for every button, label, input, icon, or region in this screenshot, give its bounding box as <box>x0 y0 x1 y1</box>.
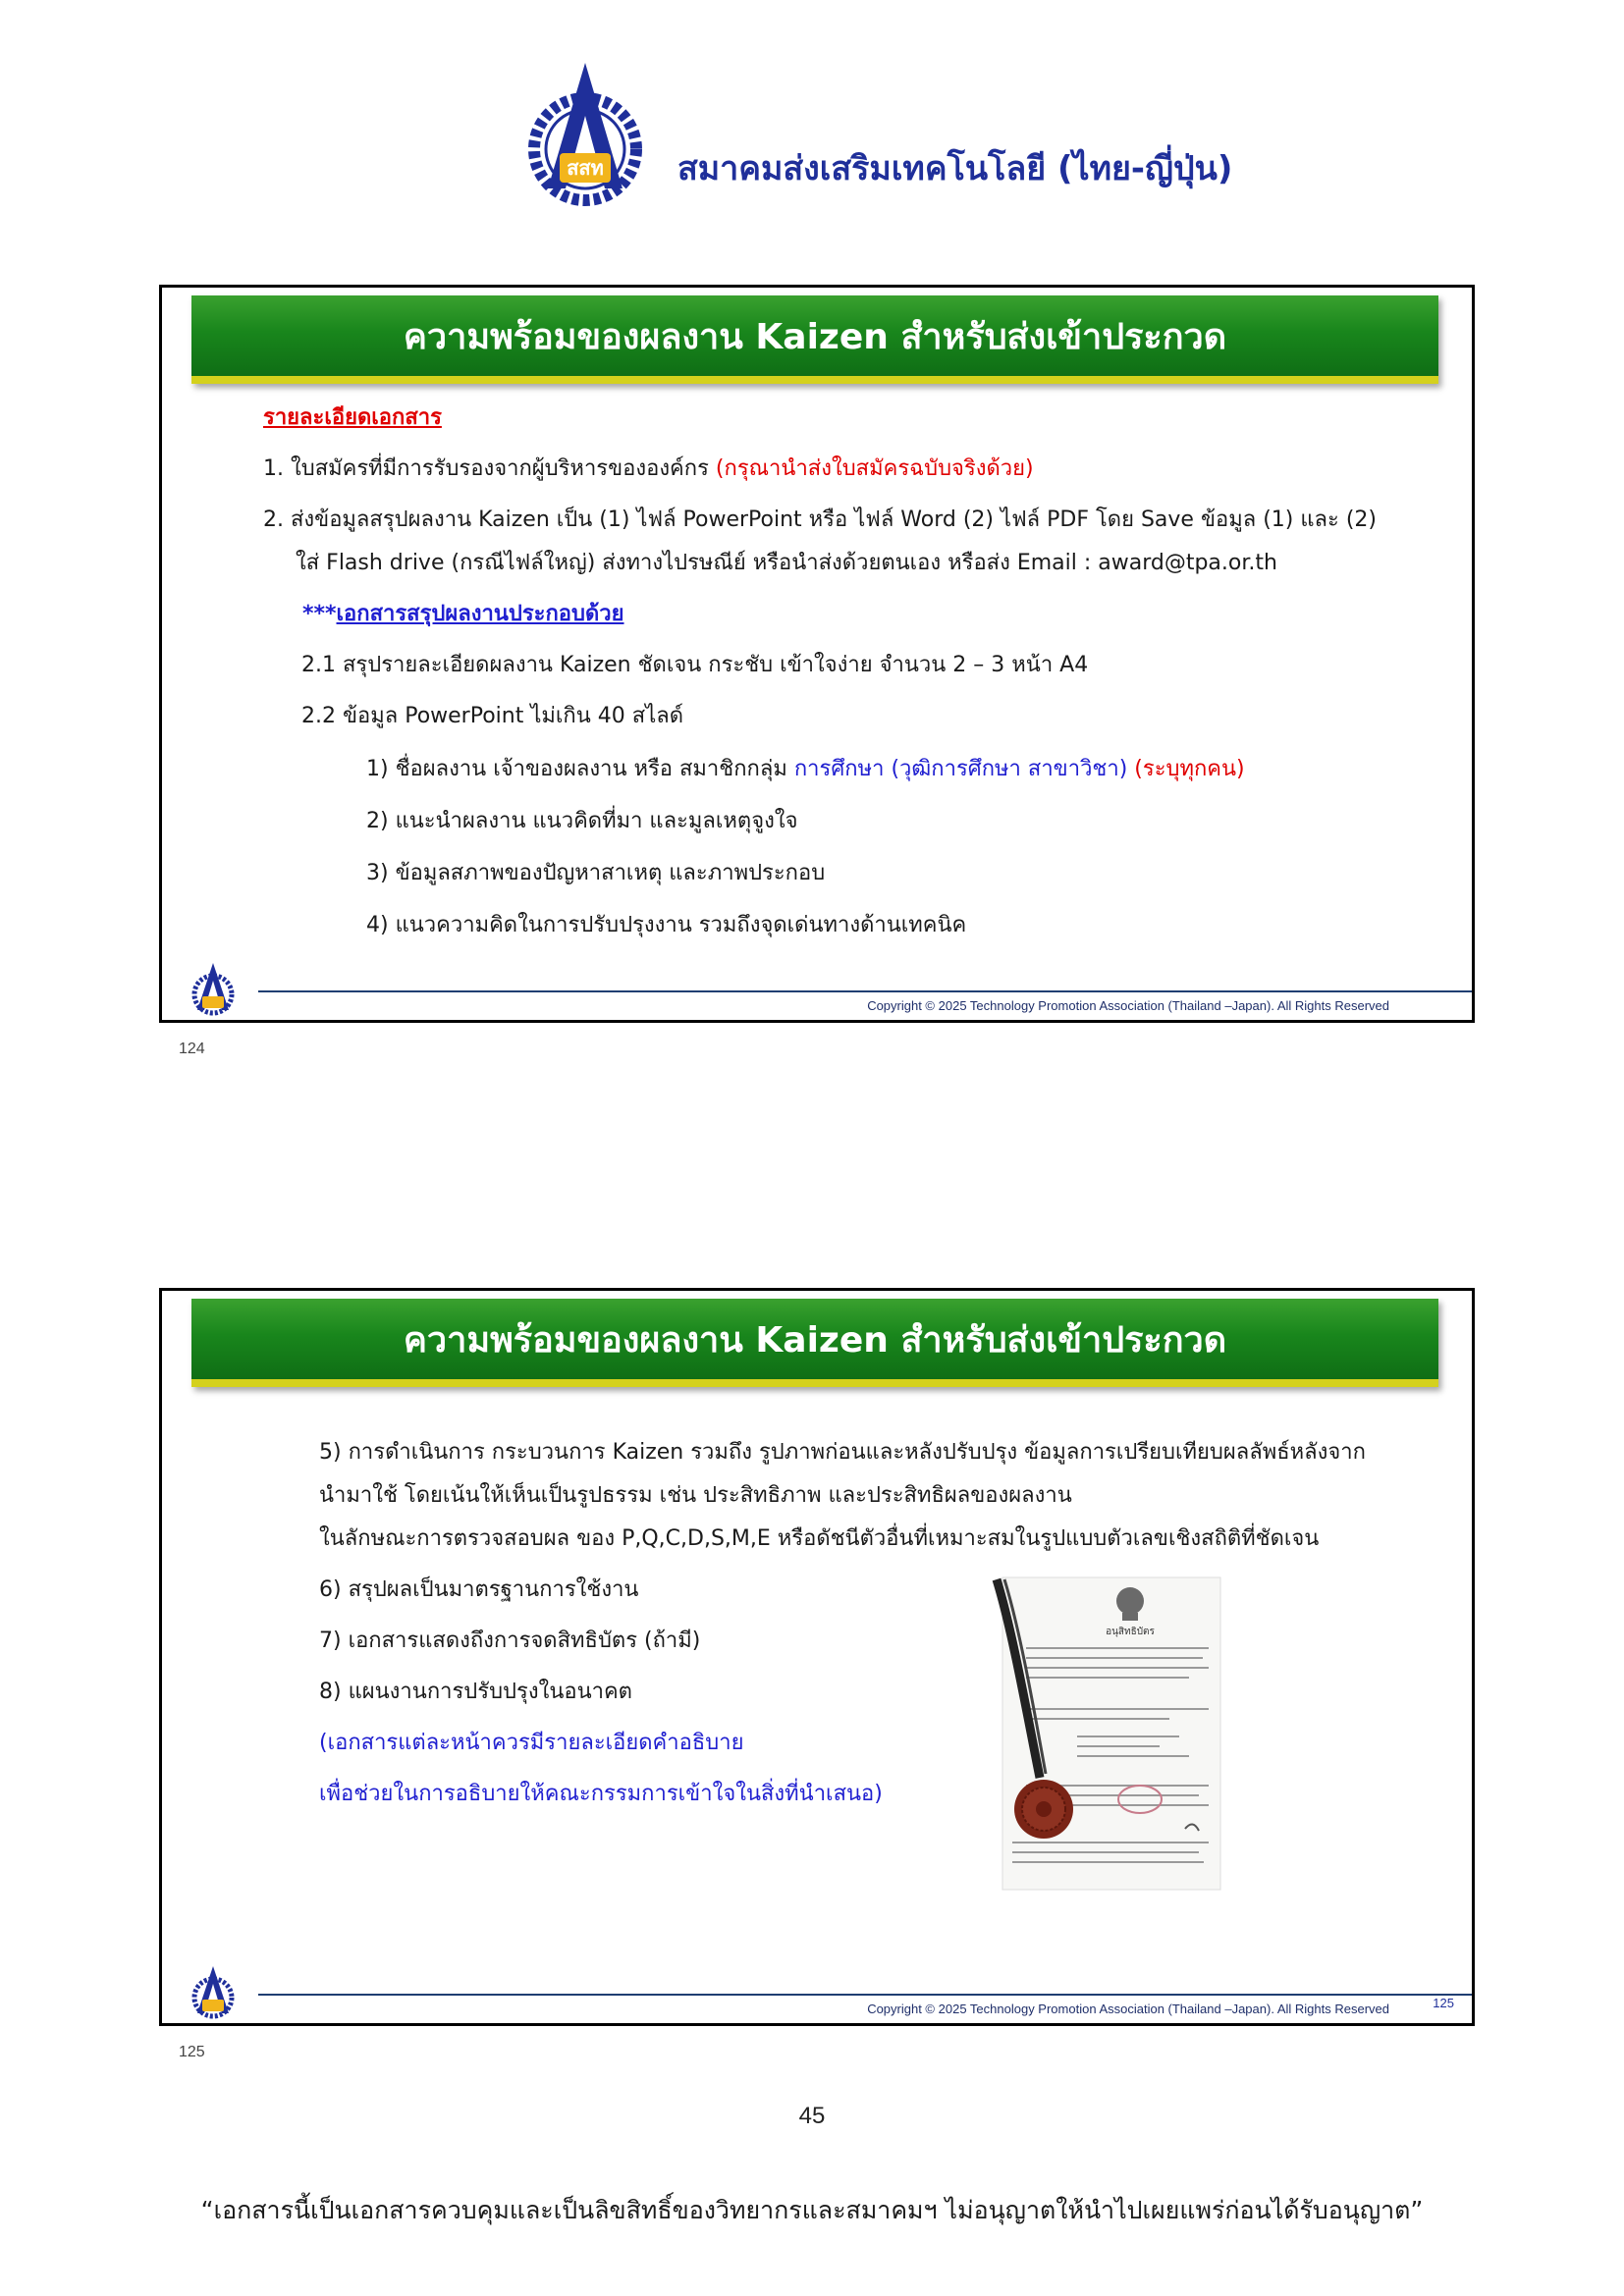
footer-divider <box>258 1994 1472 1996</box>
footer-divider <box>258 990 1472 992</box>
sub-heading-text: เอกสารสรุปผลงานประกอบด้วย <box>336 602 624 626</box>
slide-title-banner <box>191 1299 1438 1387</box>
point-4: 4) แนวความคิดในการปรับปรุงงาน รวมถึงจุดเด่นทางด้านเทคนิค <box>366 913 967 937</box>
point-2: 2) แนะนำผลงาน แนวคิดที่มา และมูลเหตุจูงใจ <box>366 809 798 833</box>
point-7: 7) เอกสารแสดงถึงการจดสิทธิบัตร (ถ้ามี) <box>319 1629 701 1653</box>
organization-name: สมาคมส่งเสริมเทคโนโลยี (ไทย-ญี่ปุ่น) <box>677 149 1233 188</box>
slide-label: 125 <box>179 2044 205 2060</box>
point-1-red: (ระบุทุกคน) <box>1134 757 1245 781</box>
slide-title: ความพร้อมของผลงาน Kaizen สำหรับส่งเข้าประกวด <box>403 316 1227 357</box>
list-item-1 <box>263 456 1034 482</box>
footer-logo-icon <box>188 961 239 1016</box>
slide-label: 124 <box>179 1041 205 1057</box>
sub-heading <box>302 602 624 627</box>
slide-title: ความพร้อมของผลงาน Kaizen สำหรับส่งเข้าประกวด <box>403 1319 1227 1361</box>
slide-title-banner <box>191 295 1438 384</box>
footer-logo-icon <box>188 1964 239 2019</box>
association-logo <box>526 59 644 208</box>
point-1-blue: การศึกษา (วุฒิการศึกษา สาขาวิชา) <box>793 757 1128 781</box>
note-line1: (เอกสารแต่ละหน้าควรมีรายละเอียดคำอธิบาย <box>319 1731 744 1755</box>
list-item-2-line1: 2. ส่งข้อมูลสรุปผลงาน Kaizen เป็น (1) ไฟล์ PowerPoint หรือ ไฟล์ Word (2) ไฟล์ PDF โดย Save ข้อมูล (1) และ (2) <box>263 507 1377 532</box>
page-number: 45 <box>798 2103 826 2129</box>
logo-text: สสท <box>567 156 604 180</box>
point-5-line2: นำมาใช้ โดยเน้นให้เห็นเป็นรูปธรรม เช่น ประสิทธิภาพ และประสิทธิผลของผลงาน <box>319 1483 1072 1508</box>
copyright-notice: Copyright © 2025 Technology Promotion Association (Thailand –Japan). All Rights Reserved <box>867 2002 1389 2016</box>
slide-125 <box>159 1288 1475 2026</box>
list-item-2-line2: ใส่ Flash drive (กรณีไฟล์ใหญ่) ส่งทางไปรษณีย์ หรือนำส่งด้วยตนเอง หรือส่ง Email : award@tpa.or.th <box>296 551 1277 575</box>
section-heading: รายละเอียดเอกสาร <box>263 405 442 430</box>
certificate-title: อนุสิทธิบัตร <box>1106 1627 1155 1637</box>
slide-number: 125 <box>1433 1996 1454 2010</box>
sub-item-2-2: 2.2 ข้อมูล PowerPoint ไม่เกิน 40 สไลด์ <box>301 704 684 728</box>
copyright-notice: Copyright © 2025 Technology Promotion Association (Thailand –Japan). All Rights Reserved <box>867 998 1389 1013</box>
point-5-line3: ในลักษณะการตรวจสอบผล ของ P,Q,C,D,S,M,E หรือดัชนีตัวอื่นที่เหมาะสมในรูปแบบตัวเลขเชิงสถิติที่ชัดเจน <box>319 1526 1320 1551</box>
slide-124 <box>159 285 1475 1023</box>
list-item-1-note: (กรุณานำส่งใบสมัครฉบับจริงด้วย) <box>715 456 1034 481</box>
sub-item-2-1: 2.1 สรุปรายละเอียดผลงาน Kaizen ชัดเจน กระชับ เข้าใจง่าย จำนวน 2 – 3 หน้า A4 <box>301 653 1089 677</box>
point-3: 3) ข้อมูลสภาพของปัญหาสาเหตุ และภาพประกอบ <box>366 861 826 885</box>
sub-heading-prefix: *** <box>302 602 337 626</box>
point-1 <box>366 757 1245 782</box>
point-5-line1: 5) การดำเนินการ กระบวนการ Kaizen รวมถึง รูปภาพก่อนและหลังปรับปรุง ข้อมูลการเปรียบเทียบผลลัพธ์หลังจาก <box>319 1440 1366 1465</box>
copyright-disclaimer: “เอกสารนี้เป็นเอกสารควบคุมและเป็นลิขสิทธิ์ของวิทยากรและสมาคมฯ ไม่อนุญาตให้นำไปเผยแพร่ก่อนได้รับอนุญาต” <box>200 2196 1424 2224</box>
patent-certificate-image <box>983 1572 1228 1894</box>
point-1-text: 1) ชื่อผลงาน เจ้าของผลงาน หรือ สมาชิกกลุ่ม <box>366 757 787 781</box>
list-item-1-text: 1. ใบสมัครที่มีการรับรองจากผู้บริหารขององค์กร <box>263 456 709 481</box>
point-6: 6) สรุปผลเป็นมาตรฐานการใช้งาน <box>319 1577 639 1602</box>
point-8: 8) แผนงานการปรับปรุงในอนาคต <box>319 1680 632 1704</box>
note-line2: เพื่อช่วยในการอธิบายให้คณะกรรมการเข้าใจในสิ่งที่นำเสนอ) <box>319 1782 883 1806</box>
